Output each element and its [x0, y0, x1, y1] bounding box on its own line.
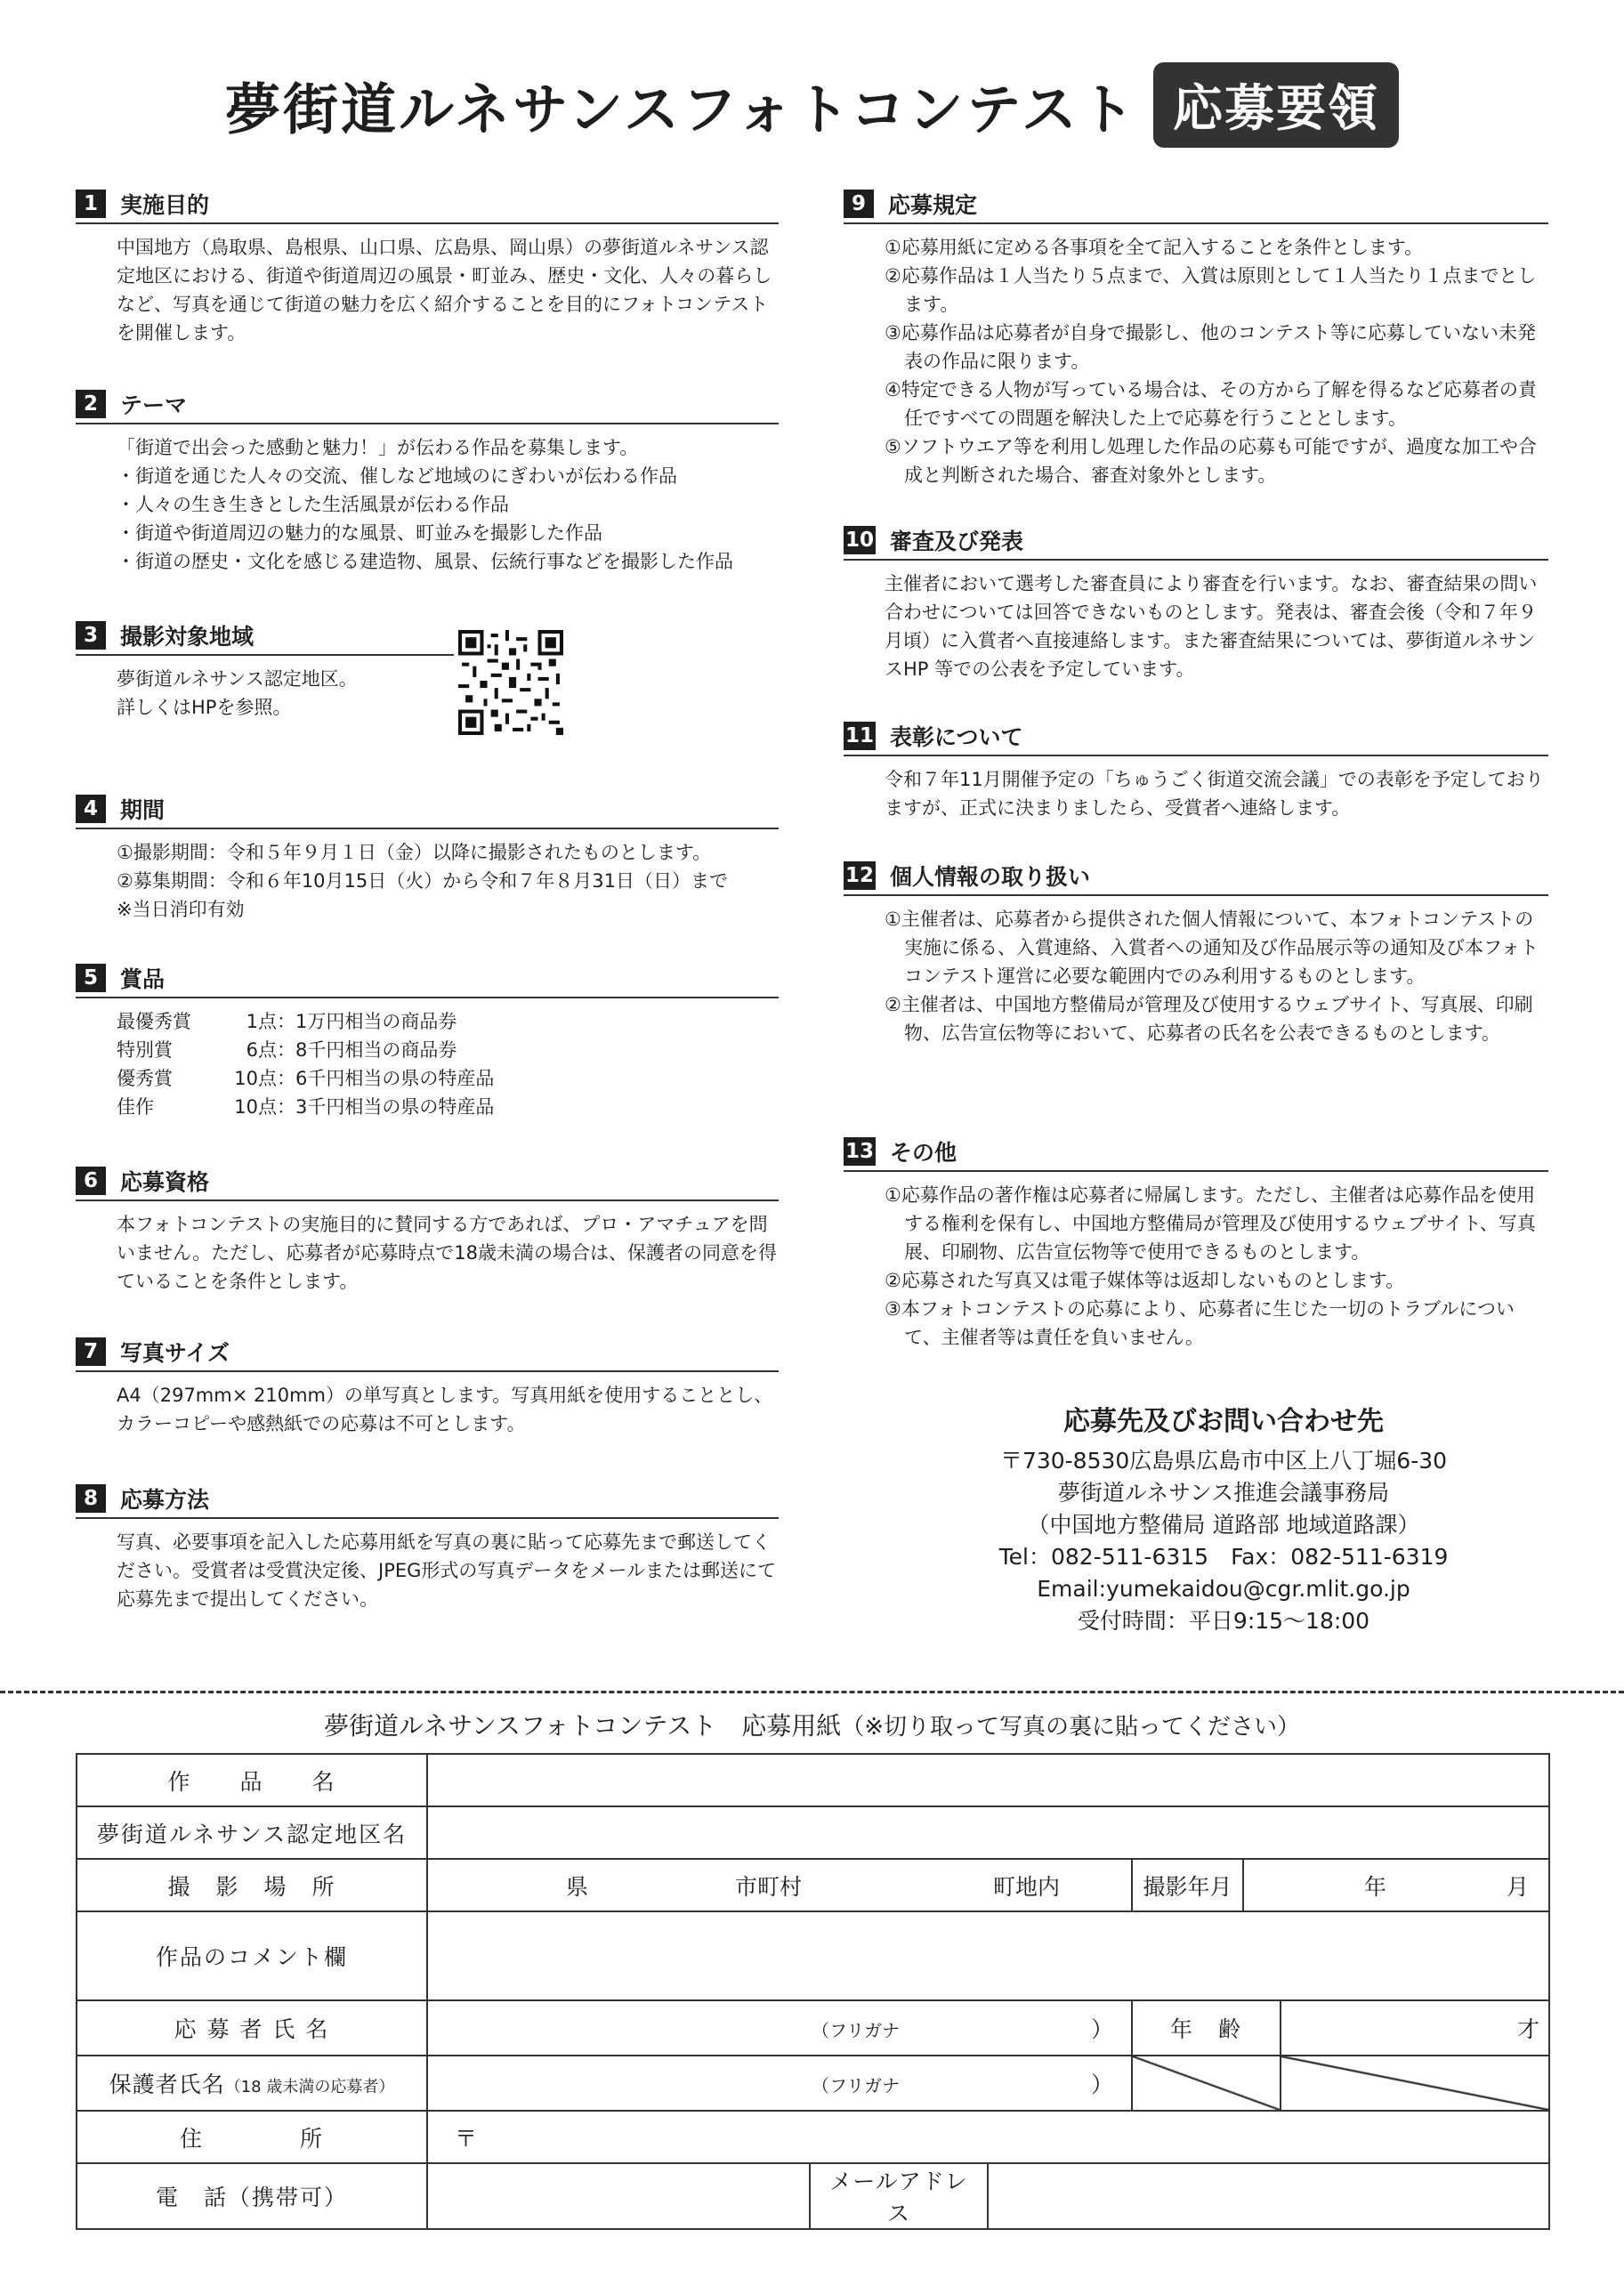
section-title: テーマ — [120, 392, 188, 418]
postal-mark: 〒 — [455, 2125, 478, 2152]
label-address: 住 所 — [77, 2111, 427, 2163]
section-title: 審査及び発表 — [890, 529, 1024, 554]
section-number: 6 — [76, 1167, 106, 1195]
section-text: 主催者において選考した審査員により審査を行います。なお、審査結果の問い合わせについては回答できないものとします。発表は、審査会後（令和７年９月頃）に入賞者へ直接連絡します。また審査結果については、夢街道ルネサンスHP 等での公表を予定しています。 — [885, 573, 1538, 680]
section-awards — [844, 719, 1548, 822]
prize-row: 優秀賞 10点：6千円相当の県の特産品 — [117, 1068, 495, 1089]
close-paren: ） — [1090, 2016, 1113, 2042]
section-prizes — [76, 961, 779, 1121]
guardian-name-field[interactable] — [427, 2056, 1132, 2111]
section-photo-size — [76, 1335, 779, 1438]
prize-row: 佳作 10点：3千円相当の県の特産品 — [117, 1096, 495, 1118]
label-phone: 電 話（携帯可） — [77, 2163, 427, 2229]
section-title: 表彰について — [890, 724, 1023, 750]
section-number: 5 — [76, 964, 106, 992]
section-text: 写真、必要事項を記入した応募用紙を写真の裏に貼って応募先まで郵送してください。受賞者は受賞決定後、JPEG形式の写真データをメールまたは郵送にて応募先まで提出してください。 — [117, 1531, 776, 1610]
list-item: ④特定できる人物が写っている場合は、その方から了解を得るなど応募者の責任ですべての問題を解決した上で応募を行うこととします。 — [885, 379, 1537, 429]
contact-office: 夢街道ルネサンス推進会議事務局 — [1057, 1480, 1390, 1506]
section-eligibility — [76, 1164, 779, 1296]
list-item: ・街道を通じた人々の交流、催しなど地域のにぎわいが伝わる作品 — [117, 465, 677, 487]
form-title-note: （※切り取って写真の裏に貼ってください） — [841, 1714, 1301, 1741]
district-field[interactable] — [427, 1806, 1549, 1859]
list-item: ・人々の生き生きとした生活風景が伝わる作品 — [117, 494, 509, 515]
work-name-field[interactable] — [427, 1754, 1549, 1806]
form-row-work-name — [77, 1754, 1549, 1806]
age-unit: 才 — [1516, 2016, 1539, 2042]
label-guardian: 保護者氏名（18 歳未満の応募者） — [77, 2056, 427, 2111]
form-row-applicant — [77, 2000, 1549, 2056]
age-value-blank — [1281, 2056, 1549, 2111]
section-title: 個人情報の取り扱い — [890, 864, 1091, 890]
section-method — [76, 1482, 779, 1613]
furigana-label: （フリガナ — [812, 2075, 900, 2096]
form-row-comment — [77, 1911, 1549, 2000]
section-title: 応募方法 — [120, 1487, 210, 1513]
section-text: 「街道で出会った感動と魅力！」が伝わる作品を募集します。 — [117, 437, 639, 458]
list-item: ⑤ソフトウエア等を利用し処理した作品の応募も可能ですが、過度な加工や合成と判断された場合、審査対象外とします。 — [885, 436, 1537, 486]
form-row-address — [77, 2111, 1549, 2163]
entry-form — [76, 1753, 1550, 2230]
town-unit: 町地内 — [992, 1873, 1060, 1900]
form-row-location — [77, 1859, 1549, 1911]
page-title: 夢街道ルネサンスフォトコンテスト — [224, 77, 1138, 142]
section-text: 詳しくはHPを参照。 — [117, 697, 292, 718]
email-field[interactable] — [988, 2163, 1549, 2229]
comment-field[interactable] — [427, 1911, 1549, 2000]
section-area — [76, 618, 454, 722]
furigana-label: （フリガナ — [812, 2020, 900, 2041]
label-applicant: 応 募 者 氏 名 — [77, 2000, 427, 2056]
form-row-guardian — [77, 2056, 1549, 2111]
applicant-name-field[interactable] — [427, 2000, 1132, 2056]
section-number: 12 — [844, 861, 876, 890]
age-field[interactable] — [1281, 2000, 1549, 2056]
form-row-district — [77, 1806, 1549, 1859]
label-work-name: 作 品 名 — [77, 1754, 427, 1806]
section-theme — [76, 387, 779, 576]
section-number: 2 — [76, 390, 106, 418]
list-item: ②応募作品は１人当たり５点まで、入賞は原則として１人当たり１点までとします。 — [885, 265, 1537, 315]
contact-block — [894, 1406, 1553, 1637]
qr-code[interactable] — [458, 630, 563, 735]
contact-address: 〒730-8530広島県広島市中区上八丁堀6-30 — [999, 1448, 1448, 1474]
cut-line — [0, 1691, 1624, 1693]
close-paren: ） — [1090, 2072, 1113, 2097]
section-text: A4（297mm× 210mm）の単写真とします。写真用紙を使用することとし、カラーコピーや感熱紙での応募は不可とします。 — [117, 1385, 773, 1434]
section-text: 本フォトコンテストの実施目的に賛同する方であれば、プロ・アマチュアを問いません。ただし、応募者が応募時点で18歳未満の場合は、保護者の同意を得ていることを条件とします。 — [117, 1214, 777, 1292]
section-text: 令和７年11月開催予定の「ちゅうごく街道交流会議」での表彰を予定しておりますが、正式に決まりましたら、受賞者へ連絡します。 — [885, 769, 1544, 819]
address-field[interactable] — [427, 2111, 1549, 2163]
section-title: 賞品 — [120, 966, 166, 992]
contact-department: （中国地方整備局 道路部 地域道路課） — [1027, 1512, 1420, 1538]
list-item: ③応募作品は応募者が自身で撮影し、他のコンテスト等に応募していない未発表の作品に限ります。 — [885, 322, 1536, 372]
section-title: 実施目的 — [120, 192, 210, 218]
section-number: 11 — [844, 722, 876, 750]
list-item: ①応募作品の著作権は応募者に帰属します。ただし、主催者は応募作品を使用する権利を保有し、中国地方整備局が管理及び使用するウェブサイト、写真展、印刷物、広告宣伝物等で使用できるものとします。 — [885, 1184, 1536, 1263]
guardian-note: （18 歳未満の応募者） — [224, 2078, 395, 2096]
section-number: 1 — [76, 190, 106, 218]
section-number: 8 — [76, 1484, 106, 1513]
pref-unit: 県 — [565, 1873, 588, 1900]
year-unit: 年 — [1363, 1873, 1386, 1900]
note-text: ※当日消印有効 — [117, 899, 245, 920]
section-title: その他 — [890, 1140, 957, 1166]
section-number: 10 — [844, 526, 876, 554]
section-privacy — [844, 859, 1548, 1047]
section-title: 応募資格 — [120, 1169, 210, 1195]
contact-title: 応募先及びお問い合わせ先 — [1063, 1406, 1384, 1437]
header — [0, 62, 1624, 148]
section-title: 期間 — [120, 797, 166, 823]
label-shoot-date: 撮影年月 — [1132, 1859, 1243, 1911]
contact-email[interactable]: Email:yumekaidou@cgr.mlit.go.jp — [1037, 1576, 1410, 1602]
list-item: ・街道や街道周辺の魅力的な風景、町並みを撮影した作品 — [117, 522, 602, 544]
list-item: ②主催者は、中国地方整備局が管理及び使用するウェブサイト、写真展、印刷物、広告宣伝物等において、応募者の氏名を公表できるものとします。 — [885, 994, 1533, 1044]
contact-phone: Tel：082-511-6315 Fax：082-511-6319 — [998, 1544, 1449, 1570]
title-badge: 応募要領 — [1153, 62, 1399, 148]
form-row-contact — [77, 2163, 1549, 2229]
label-district: 夢街道ルネサンス認定地区名 — [77, 1806, 427, 1859]
section-judging — [844, 523, 1548, 683]
section-number: 9 — [844, 190, 874, 218]
section-number: 3 — [76, 621, 106, 650]
section-title: 撮影対象地域 — [120, 624, 255, 650]
location-field[interactable] — [427, 1859, 1132, 1911]
city-unit: 市町村 — [734, 1873, 802, 1900]
month-unit: 月 — [1506, 1873, 1529, 1900]
section-text: 夢街道ルネサンス認定地区。 — [117, 668, 358, 690]
section-other — [844, 1135, 1548, 1352]
age-label-blank — [1132, 2056, 1281, 2111]
list-item: ①主催者は、応募者から提供された個人情報について、本フォトコンテストの実施に係る、入賞連絡、入賞者への通知及び作品展示等の通知及び本フォトコンテスト運営に必要な範囲内でのみ利用するものとします。 — [885, 909, 1539, 987]
label-comment: 作品のコメント欄 — [77, 1911, 427, 2000]
section-period — [76, 792, 779, 924]
prize-row: 最優秀賞 1点：1万円相当の商品券 — [117, 1011, 457, 1032]
list-item: ①撮影期間：令和５年９月１日（金）以降に撮影されたものとします。 — [117, 842, 712, 863]
section-title: 応募規定 — [888, 192, 978, 218]
list-item: ③本フォトコンテストの応募により、応募者に生じた一切のトラブルについて、主催者等は責任を負いません。 — [885, 1298, 1515, 1348]
label-email: メールアドレス — [810, 2163, 988, 2229]
list-item: ①応募用紙に定める各事項を全て記入することを条件とします。 — [885, 237, 1424, 258]
list-item: ②募集期間：令和６年10月15日（火）から令和７年８月31日（日）まで — [117, 870, 728, 892]
section-text: 中国地方（鳥取県、島根県、山口県、広島県、岡山県）の夢街道ルネサンス認定地区における、街道や街道周辺の風景・町並み、歴史・文化、人々の暮らしなど、写真を通じて街道の魅力を広く紹介することを目的にフォトコンテストを開催します。 — [117, 237, 772, 343]
phone-field[interactable] — [427, 2163, 810, 2229]
list-item: ②応募された写真又は電子媒体等は返却しないものとします。 — [885, 1270, 1405, 1291]
label-age: 年 齢 — [1132, 2000, 1281, 2056]
section-title: 写真サイズ — [120, 1340, 230, 1366]
section-purpose — [76, 187, 779, 347]
left-column — [76, 187, 779, 1628]
label-location: 撮 影 場 所 — [77, 1859, 427, 1911]
list-item: ・街道の歴史・文化を感じる建造物、風景、伝統行事などを撮影した作品 — [117, 551, 733, 572]
contact-hours: 受付時間：平日9:15〜18:00 — [1077, 1608, 1370, 1634]
section-rules — [844, 187, 1548, 489]
prize-row: 特別賞 6点：8千円相当の商品券 — [117, 1039, 457, 1061]
shoot-date-field[interactable] — [1243, 1859, 1549, 1911]
section-number: 4 — [76, 795, 106, 823]
form-title: 夢街道ルネサンスフォトコンテスト 応募用紙（※切り取って写真の裏に貼ってください） — [323, 1711, 1301, 1741]
section-number: 13 — [844, 1137, 876, 1166]
section-number: 7 — [76, 1337, 106, 1366]
